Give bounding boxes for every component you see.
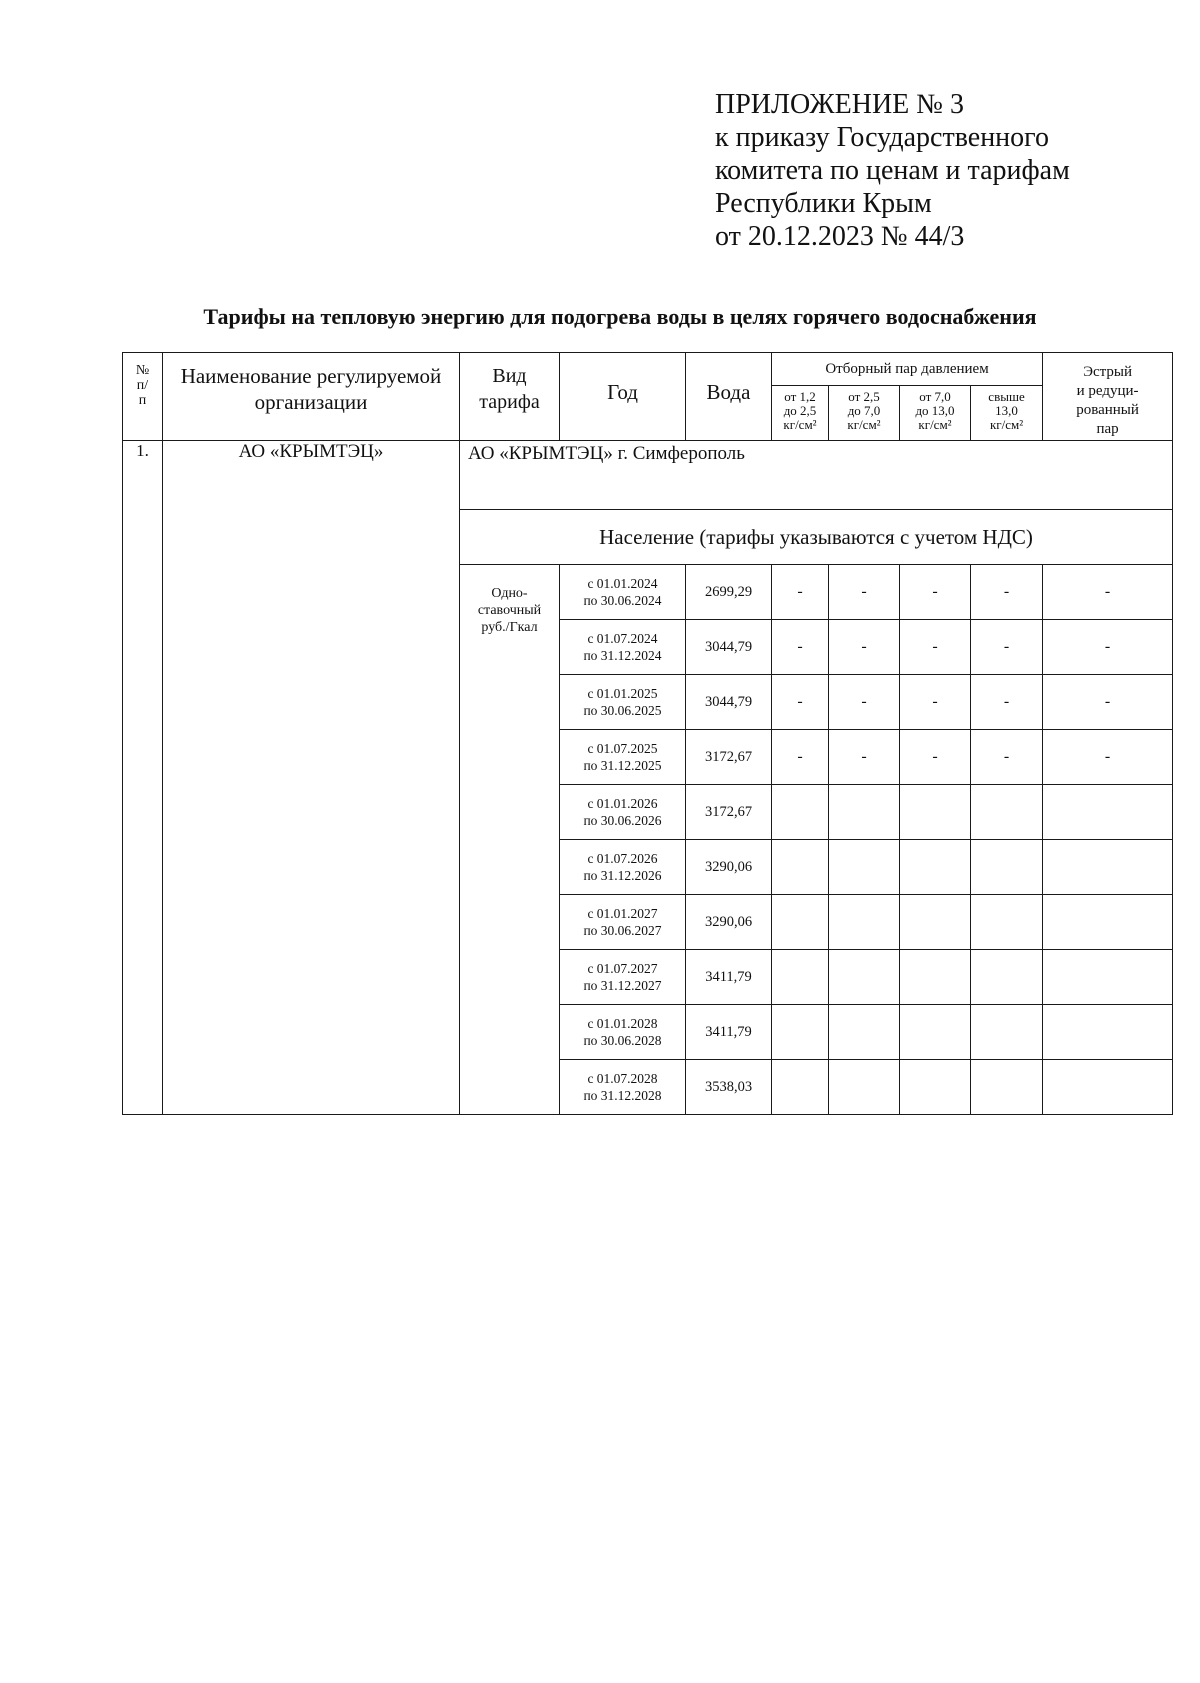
period-cell (560, 1060, 686, 1115)
header-org-name: Наименование регулируемой организации (163, 353, 460, 441)
header-sharp-l2: и редуци- (1076, 383, 1139, 399)
steam-3-value (900, 895, 971, 950)
period-cell (560, 1005, 686, 1060)
header-steam-4 (971, 386, 1043, 441)
steam-3-value (900, 785, 971, 840)
period-to: по 31.12.2025 (583, 758, 662, 773)
sharp-steam-value: - (1043, 730, 1173, 785)
header-steam-1-l2: до 2,5 (783, 403, 817, 418)
steam-2-value (829, 785, 900, 840)
steam-4-value (971, 1005, 1043, 1060)
period-cell (560, 785, 686, 840)
steam-3-value: - (900, 675, 971, 730)
tariff-type (460, 565, 560, 1115)
header-number-l1: № (135, 363, 150, 378)
water-value: 3172,67 (686, 730, 772, 785)
steam-3-value (900, 1005, 971, 1060)
header-tariff-type-l2: тарифа (479, 391, 540, 413)
population-heading: Население (тарифы указываются с учетом НДС) (460, 510, 1173, 565)
steam-1-value: - (772, 730, 829, 785)
period-to: по 30.06.2027 (583, 923, 662, 938)
header-sharp-steam (1043, 353, 1173, 441)
period-to: по 30.06.2024 (583, 593, 662, 608)
header-year: Год (560, 353, 686, 441)
header-steam-3-l3: кг/см² (918, 417, 952, 432)
period-from: с 01.07.2026 (587, 851, 658, 866)
header-steam-1-l3: кг/см² (783, 417, 817, 432)
steam-3-value: - (900, 730, 971, 785)
steam-1-value (772, 1060, 829, 1115)
header-steam-4-l3: кг/см² (989, 417, 1024, 432)
period-to: по 31.12.2024 (583, 648, 662, 663)
steam-2-value (829, 950, 900, 1005)
steam-2-value (829, 840, 900, 895)
steam-2-value (829, 1060, 900, 1115)
water-value: 3172,67 (686, 785, 772, 840)
steam-1-value (772, 950, 829, 1005)
period-from: с 01.01.2027 (587, 906, 658, 921)
sharp-steam-value: - (1043, 675, 1173, 730)
header-tariff-type-l1: Вид (492, 365, 527, 387)
tariff-type-l2: ставочный (477, 603, 542, 618)
period-to: по 30.06.2026 (583, 813, 662, 828)
steam-2-value: - (829, 620, 900, 675)
sharp-steam-value (1043, 840, 1173, 895)
header-steam-2-l1: от 2,5 (848, 389, 880, 404)
document-title: Тарифы на тепловую энергию для подогрева воды в целях горячего водоснабжения (203, 304, 1037, 329)
header-number (123, 353, 163, 441)
period-from: с 01.07.2027 (587, 961, 658, 976)
header-steam-3-l1: от 7,0 (919, 389, 951, 404)
period-cell (560, 730, 686, 785)
appendix-number: ПРИЛОЖЕНИЕ № 3 (715, 89, 964, 120)
tariff-type-l3: руб./Гкал (481, 620, 538, 635)
water-value: 3290,06 (686, 895, 772, 950)
water-value: 2699,29 (686, 565, 772, 620)
period-from: с 01.07.2028 (587, 1071, 658, 1086)
steam-4-value (971, 785, 1043, 840)
table-body (123, 441, 1173, 1115)
sharp-steam-value (1043, 1060, 1173, 1115)
header-tariff-type (460, 353, 560, 441)
steam-4-value (971, 840, 1043, 895)
header-steam-1 (772, 386, 829, 441)
period-to: по 31.12.2027 (583, 978, 662, 993)
table-header (123, 353, 1173, 441)
steam-2-value: - (829, 565, 900, 620)
appendix-committee: комитета по ценам и тарифам (715, 155, 1070, 186)
header-sharp-l1: Эстрый (1083, 364, 1132, 380)
sharp-steam-value (1043, 785, 1173, 840)
tariff-table (122, 352, 1173, 1115)
header-number-l2: п/ (136, 378, 149, 393)
row-number: 1. (123, 441, 163, 1115)
period-to: по 30.06.2025 (583, 703, 662, 718)
steam-4-value (971, 950, 1043, 1005)
sharp-steam-value (1043, 1005, 1173, 1060)
steam-3-value: - (900, 620, 971, 675)
period-from: с 01.01.2026 (587, 796, 658, 811)
header-steam-4-l1: свыше (988, 389, 1025, 404)
period-cell (560, 950, 686, 1005)
period-to: по 30.06.2028 (583, 1033, 662, 1048)
water-value: 3044,79 (686, 675, 772, 730)
period-cell (560, 565, 686, 620)
header-steam-2-l3: кг/см² (847, 417, 881, 432)
steam-1-value (772, 1005, 829, 1060)
header-sharp-l4: пар (1096, 421, 1119, 437)
water-value: 3044,79 (686, 620, 772, 675)
header-number-l3: п (138, 393, 147, 408)
steam-2-value (829, 1005, 900, 1060)
water-value: 3411,79 (686, 950, 772, 1005)
steam-4-value (971, 895, 1043, 950)
steam-1-value: - (772, 565, 829, 620)
period-from: с 01.01.2024 (587, 576, 658, 591)
steam-4-value: - (971, 565, 1043, 620)
steam-4-value: - (971, 620, 1043, 675)
appendix-republic: Республики Крым (715, 188, 932, 219)
tariff-type-l1: Одно- (491, 586, 528, 601)
steam-3-value (900, 950, 971, 1005)
header-steam-4-l2: 13,0 (995, 403, 1018, 418)
steam-2-value (829, 895, 900, 950)
header-steam-group: Отборный пар давлением (772, 353, 1043, 386)
header-sharp-l3: рованный (1076, 402, 1139, 418)
steam-2-value: - (829, 675, 900, 730)
period-from: с 01.01.2025 (587, 686, 658, 701)
period-cell (560, 620, 686, 675)
steam-1-value (772, 895, 829, 950)
period-cell (560, 675, 686, 730)
header-steam-1-l1: от 1,2 (784, 389, 816, 404)
steam-2-value: - (829, 730, 900, 785)
water-value: 3538,03 (686, 1060, 772, 1115)
steam-1-value (772, 785, 829, 840)
appendix-block (715, 88, 1070, 253)
period-from: с 01.07.2024 (587, 631, 658, 646)
appendix-order-ref: к приказу Государственного (715, 122, 1049, 153)
sharp-steam-value (1043, 895, 1173, 950)
water-value: 3411,79 (686, 1005, 772, 1060)
sharp-steam-value: - (1043, 620, 1173, 675)
steam-3-value: - (900, 565, 971, 620)
header-water: Вода (686, 353, 772, 441)
steam-4-value: - (971, 675, 1043, 730)
organization-full-line: АО «КРЫМТЭЦ» г. Симферополь (460, 441, 1173, 510)
steam-4-value (971, 1060, 1043, 1115)
period-to: по 31.12.2028 (583, 1088, 662, 1103)
header-steam-2-l2: до 7,0 (847, 403, 881, 418)
steam-1-value: - (772, 620, 829, 675)
period-from: с 01.01.2028 (587, 1016, 658, 1031)
period-to: по 31.12.2026 (583, 868, 662, 883)
steam-3-value (900, 1060, 971, 1115)
period-from: с 01.07.2025 (587, 741, 658, 756)
water-value: 3290,06 (686, 840, 772, 895)
steam-1-value: - (772, 675, 829, 730)
header-steam-3-l2: до 13,0 (915, 403, 955, 418)
period-cell (560, 895, 686, 950)
steam-4-value: - (971, 730, 1043, 785)
sharp-steam-value: - (1043, 565, 1173, 620)
header-steam-3 (900, 386, 971, 441)
appendix-date: от 20.12.2023 № 44/3 (715, 221, 965, 252)
sharp-steam-value (1043, 950, 1173, 1005)
steam-1-value (772, 840, 829, 895)
header-steam-2 (829, 386, 900, 441)
period-cell (560, 840, 686, 895)
organization-name: АО «КРЫМТЭЦ» (163, 441, 460, 1115)
steam-3-value (900, 840, 971, 895)
